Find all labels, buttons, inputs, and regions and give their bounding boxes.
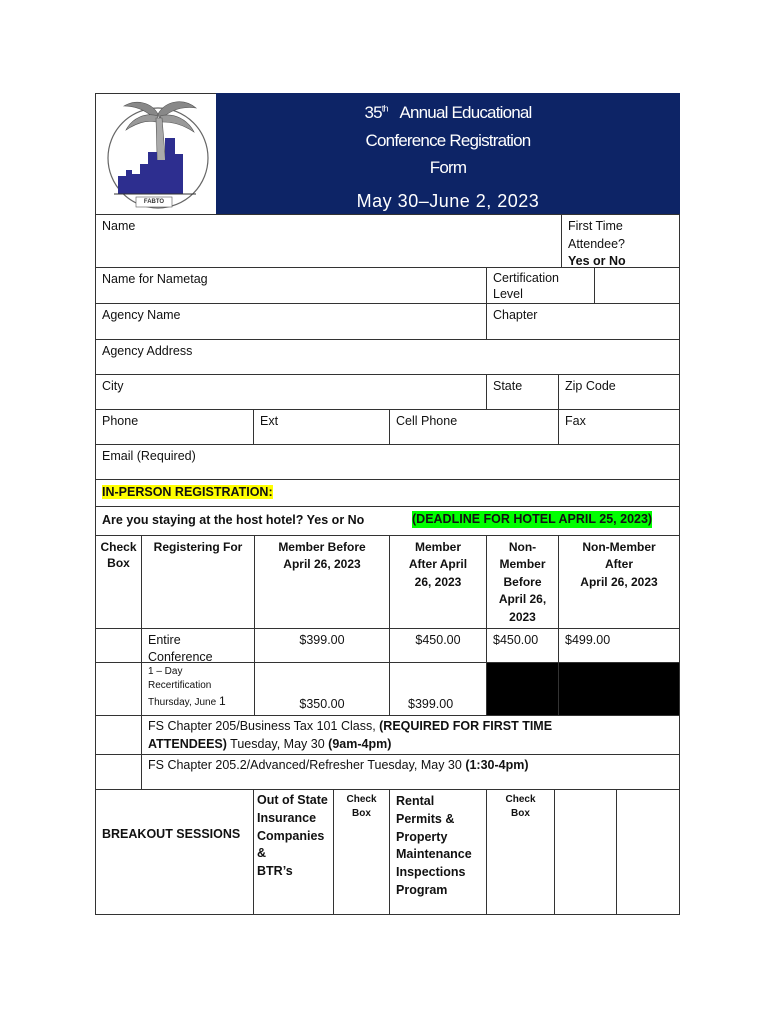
certification-level-label-cell [486, 267, 595, 304]
fabto-logo-icon [96, 94, 216, 214]
fs205-class-row [141, 715, 680, 755]
conference-dates: May 30–June 2, 2023 [356, 191, 540, 211]
one-day-label-cell [141, 662, 255, 716]
registering-for-header: Registering For [153, 540, 243, 554]
session2-line-3: Property [396, 829, 448, 844]
check2-line-1: Check [505, 794, 536, 805]
title-line-3: Form [429, 158, 467, 177]
title-ordinal: th [381, 103, 388, 114]
nonmember-before-header-5: 2023 [509, 609, 536, 624]
breakout-session-1 [253, 789, 334, 915]
session2-line-1: Rental [396, 794, 435, 808]
email-field[interactable] [95, 444, 680, 480]
check-box-header-2: Box [107, 556, 130, 571]
ext-label: Ext [260, 414, 279, 428]
session2-line-4: Maintenance [396, 847, 472, 862]
nonmember-before-header-2: Member [499, 557, 546, 572]
member-before-header-1: Member Before [278, 540, 366, 554]
one-day-member-after-value: $399.00 [408, 697, 454, 711]
entire-conference-label: Entire Conference [141, 628, 255, 663]
session2-line-2: Permits & [396, 811, 455, 826]
certification-level-field[interactable] [594, 267, 680, 304]
agency-address-label: Agency Address [102, 344, 193, 358]
one-day-label-day: 1 [218, 694, 226, 708]
hotel-deadline: (DEADLINE FOR HOTEL APRIL 25, 2023) [412, 512, 653, 526]
logo-box [95, 93, 217, 215]
title-number: 35 [364, 103, 382, 122]
fs2052-checkbox[interactable] [95, 754, 142, 790]
zip-code-label: Zip Code [565, 379, 616, 393]
fs2052-time: (1:30-4pm) [465, 758, 529, 772]
breakout-session-3 [554, 789, 617, 915]
one-day-label-3-text: Thursday, June [148, 697, 217, 708]
one-day-member-before-price [254, 662, 390, 716]
nametag-field[interactable] [95, 267, 487, 304]
one-day-nonmember-before-blocked [486, 662, 559, 716]
session1-line-2: Insurance [257, 810, 317, 825]
one-day-label-1: 1 – Day [148, 666, 183, 677]
nonmember-before-header-4: April 26, [498, 592, 547, 607]
breakout-session-2 [389, 789, 487, 915]
session1-line-4: BTR’s [257, 864, 293, 878]
name-field[interactable] [95, 214, 562, 268]
member-before-header-2: April 26, 2023 [283, 557, 361, 572]
entire-conference-member-after-price: $450.00 [389, 628, 487, 663]
chapter-field[interactable] [486, 303, 680, 340]
nonmember-after-header-1: Non-Member [582, 540, 656, 554]
check2-line-2: Box [511, 807, 530, 819]
check-box-column-header [95, 535, 142, 629]
city-label: City [102, 379, 124, 393]
one-day-member-after-price [389, 662, 487, 716]
cert-level-label-1: Certification [493, 271, 559, 285]
first-time-attendee-field[interactable] [561, 214, 680, 268]
one-day-label-3 [148, 693, 248, 710]
entire-conference-nonmember-after-price: $499.00 [558, 628, 680, 663]
nonmember-before-header-3: Before [503, 574, 542, 589]
member-after-header-1: Member [414, 540, 461, 554]
title-banner [216, 93, 680, 215]
fs205-time: (9am-4pm) [328, 736, 392, 751]
breakout-sessions-label-cell [95, 789, 254, 915]
session2-line-5: Inspections [396, 865, 466, 879]
first-time-yes-no: Yes or No [568, 254, 626, 268]
chapter-label: Chapter [493, 308, 538, 322]
entire-conference-checkbox[interactable] [95, 628, 142, 663]
in-person-registration-label: IN-PERSON REGISTRATION: [102, 485, 273, 499]
cell-phone-field[interactable] [389, 409, 559, 445]
fs205-required-note: (REQUIRED FOR FIRST TIME [379, 719, 553, 733]
check1-line-1: Check [346, 794, 377, 805]
email-label: Email (Required) [102, 449, 196, 463]
member-after-header-3: 26, 2023 [414, 574, 462, 589]
one-day-member-before-value: $350.00 [299, 697, 345, 711]
title-line-1 [217, 102, 679, 125]
title-text: Annual Educational [399, 103, 532, 122]
check-box-header-1: Check [100, 540, 137, 554]
fax-label: Fax [565, 414, 586, 428]
first-time-label-1: First Time [568, 219, 623, 233]
agency-name-label: Agency Name [102, 308, 181, 322]
one-day-checkbox[interactable] [95, 662, 142, 716]
hotel-question: Are you staying at the host hotel? Yes or No [102, 513, 365, 527]
member-before-column-header [254, 535, 390, 629]
entire-conference-member-before-price: $399.00 [254, 628, 390, 663]
zip-code-field[interactable] [558, 374, 680, 410]
first-time-label-2: Attendee? [568, 236, 625, 251]
member-after-column-header [389, 535, 487, 629]
registering-for-column-header [141, 535, 255, 629]
nonmember-before-header-1: Non- [508, 540, 537, 554]
hotel-question-row[interactable] [95, 506, 680, 536]
fax-field[interactable] [558, 409, 680, 445]
agency-address-field[interactable] [95, 339, 680, 375]
check1-line-2: Box [352, 807, 371, 819]
state-label: State [493, 379, 523, 393]
nonmember-after-column-header [558, 535, 680, 629]
name-label: Name [102, 219, 136, 233]
session1-line-1: Out of State [257, 793, 328, 807]
fs205-attendees-note: ATTENDEES) [148, 736, 227, 751]
ext-field[interactable] [253, 409, 390, 445]
phone-field[interactable] [95, 409, 254, 445]
logo-text: FABTO [143, 199, 165, 205]
cert-level-label-2: Level [493, 286, 523, 301]
fs205-checkbox[interactable] [95, 715, 142, 755]
session1-line-3: Companies & [257, 828, 325, 861]
one-day-label-2: Recertification [148, 680, 212, 691]
city-field[interactable] [95, 374, 487, 410]
breakout-session-3-checkbox[interactable] [616, 789, 680, 915]
nonmember-after-header-3: April 26, 2023 [580, 574, 658, 589]
one-day-nonmember-after-blocked [558, 662, 680, 716]
nonmember-after-header-2: After [604, 557, 633, 572]
in-person-registration-section [95, 479, 680, 507]
entire-conference-nonmember-before-price: $450.00 [486, 628, 559, 663]
fs2052-title: FS Chapter 205.2/Advanced/Refresher Tuesday, May 30 [148, 758, 466, 772]
breakout-session-1-checkbox[interactable] [333, 789, 390, 915]
member-after-header-2: After April [408, 557, 468, 572]
fs205-title: FS Chapter 205/Business Tax 101 Class, [148, 719, 380, 733]
fs2052-class-row [141, 754, 680, 790]
nametag-label: Name for Nametag [102, 272, 208, 286]
fs205-date: Tuesday, May 30 [226, 736, 329, 751]
agency-name-field[interactable] [95, 303, 487, 340]
breakout-session-2-checkbox[interactable] [486, 789, 555, 915]
phone-label: Phone [102, 414, 139, 428]
title-line-2: Conference Registration [365, 131, 531, 150]
session2-line-6: Program [396, 882, 448, 897]
nonmember-before-column-header [486, 535, 559, 629]
breakout-sessions-label: BREAKOUT SESSIONS [102, 827, 241, 841]
state-field[interactable] [486, 374, 559, 410]
cell-phone-label: Cell Phone [396, 414, 458, 428]
